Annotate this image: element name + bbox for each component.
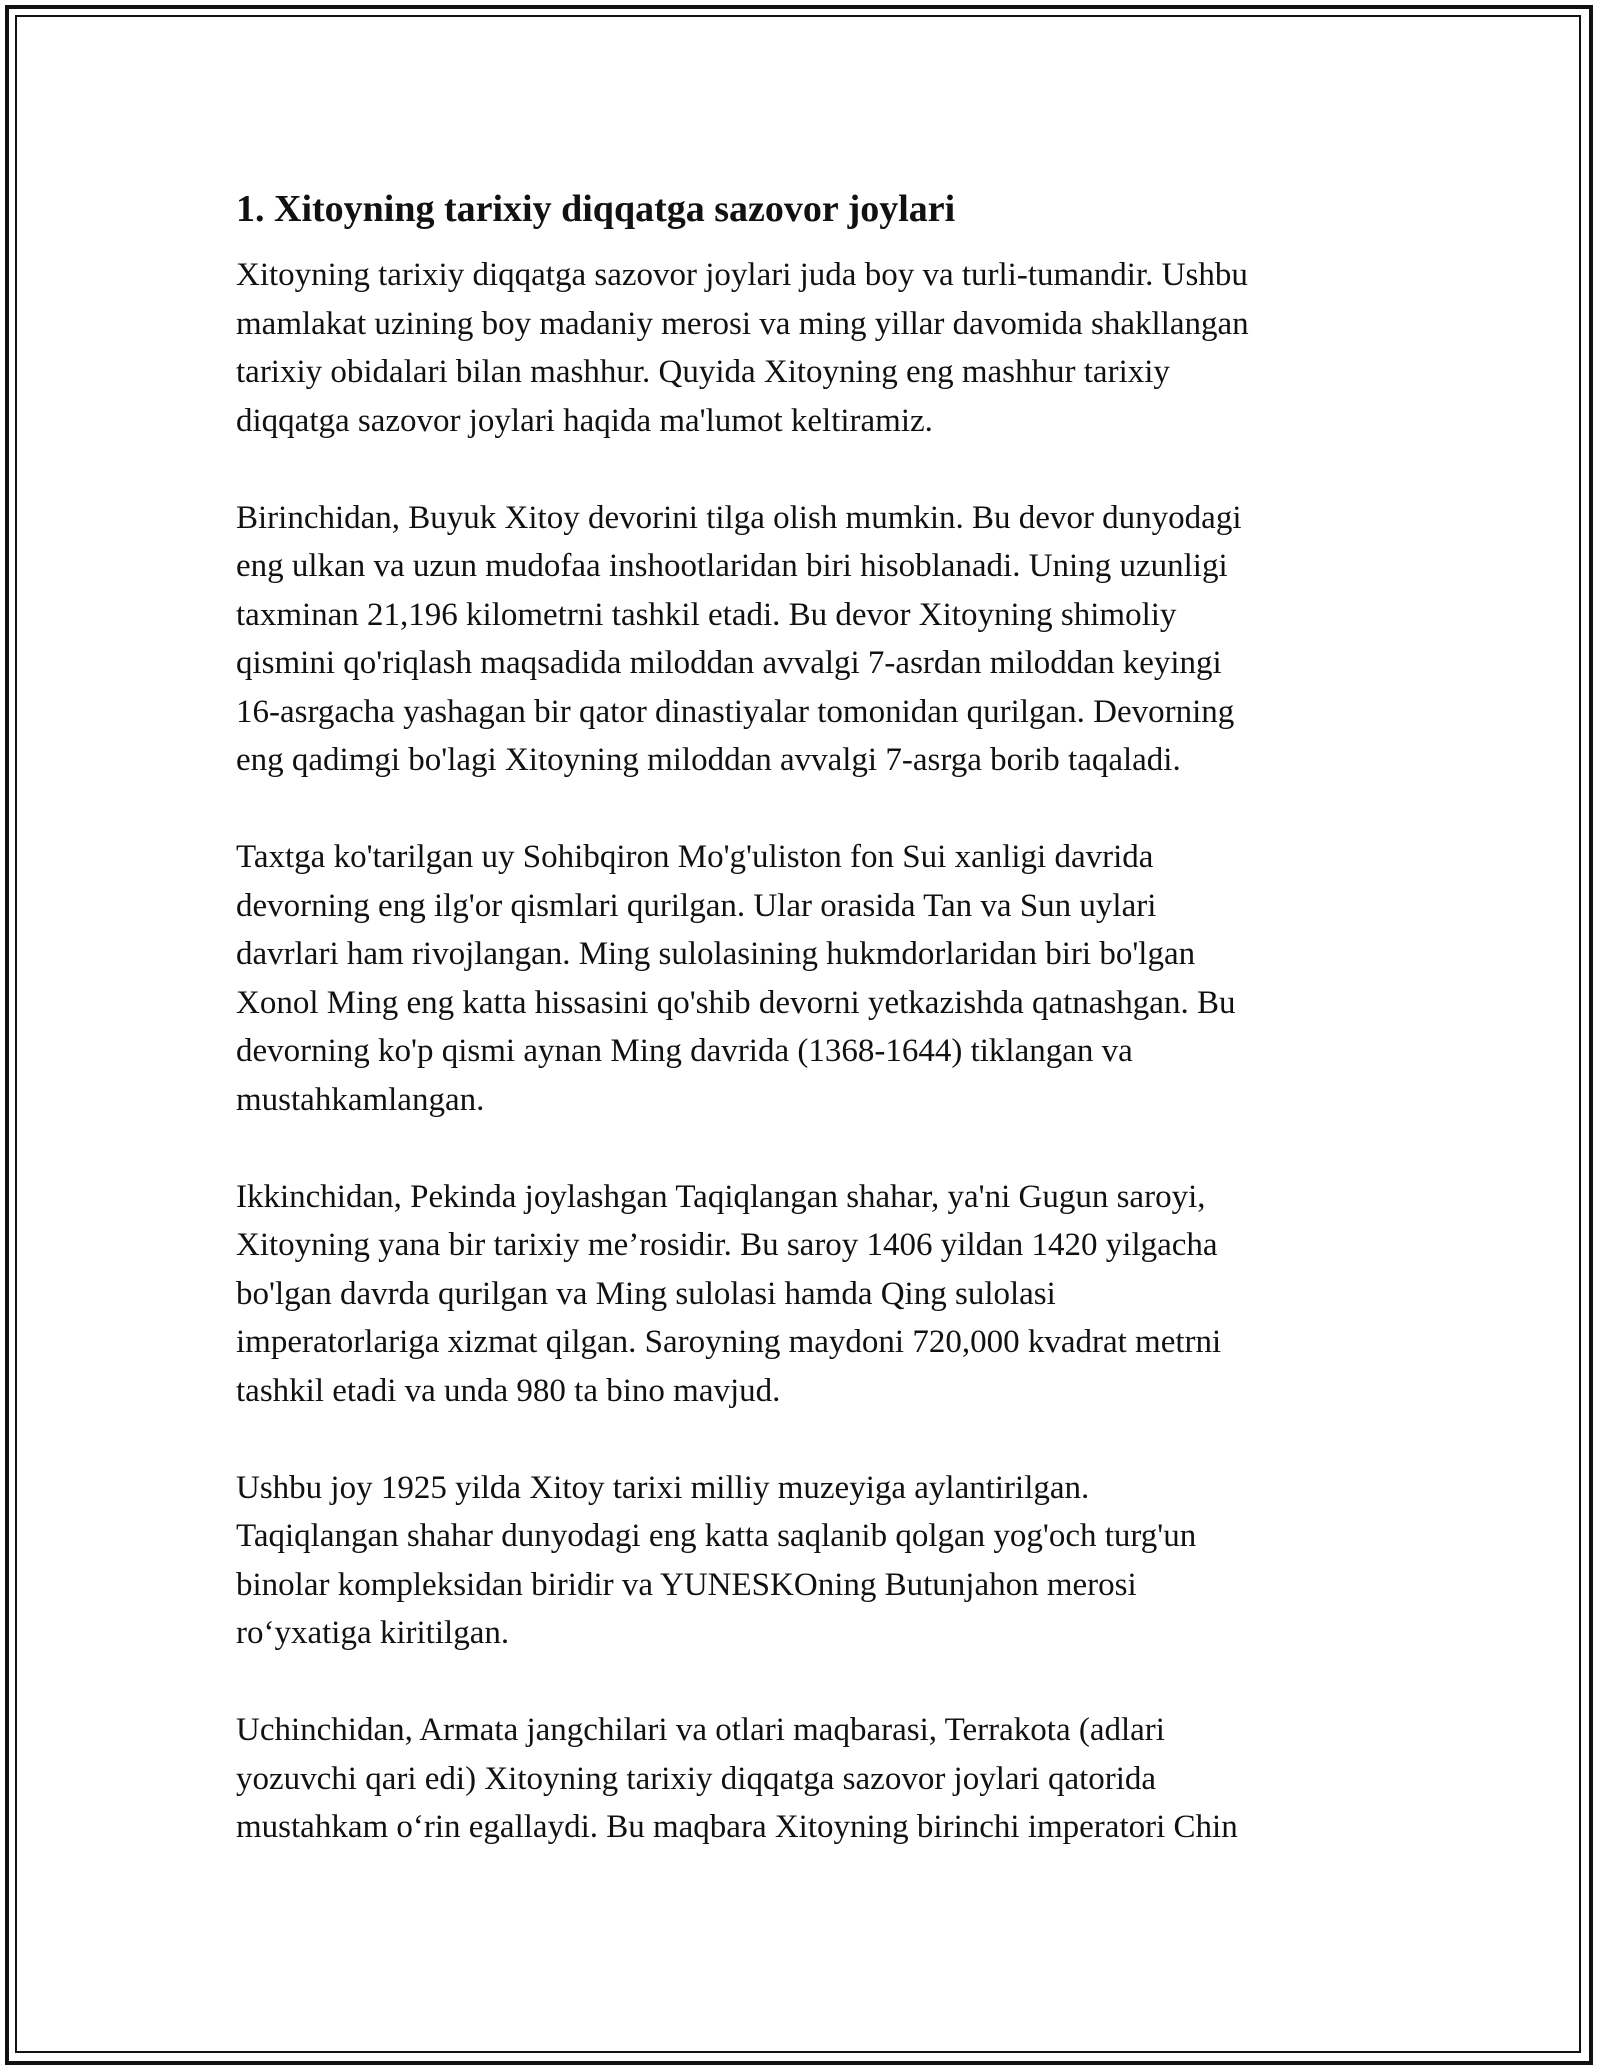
paragraph-museum: Ushbu joy 1925 yilda Xitoy tarixi milliy muzeyiga aylantirilgan. Taqiqlangan shahar dunyodagi eng katta saqlanib qolgan yog'och turg'un binolar kompleksidan biridir va YUNESKOning Butunjahon merosi ro‘yxatiga kiritilgan. (236, 1469, 1197, 1651)
paragraph-wall-dynasties: Taxtga ko'tarilgan uy Sohibqiron Mo'g'uliston fon Sui xanligi davrida devorning eng ilg'or qismlari qurilgan. Ular orasida Tan va Sun uylari davrlari ham rivojlangan. Ming sulolasining hukmdorlaridan biri bo'lgan Xonol Ming eng katta hissasini qo'shib devorni yetkazishda qatnashgan. Bu devorning ko'p qismi aynan Ming davrida (1368-1644) tiklangan va mustahkamlangan. (236, 839, 1236, 1118)
paragraph-terracotta: Uchinchidan, Armata jangchilari va otlari maqbarasi, Terrakota (adlari yozuvchi qari edi) Xitoyning tarixiy diqqatga sazovor joylari qatorida mustahkam o‘rin egallaydi. Bu maqbara Xitoyning birinchi imperatori Chin (236, 1712, 1238, 1845)
document-body (236, 185, 1376, 1900)
paragraph-intro: Xitoyning tarixiy diqqatga sazovor joylari juda boy va turli-tumandir. Ushbu mamlakat uzining boy madaniy merosi va ming yillar davomida shakllangan tarixiy obidalari bilan mashhur. Quyida Xitoyning eng mashhur tarixiy diqqatga sazovor joylari haqida ma'lumot keltiramiz. (236, 257, 1249, 439)
section-heading: 1. Xitoyning tarixiy diqqatga sazovor joylari (236, 188, 956, 230)
paragraph-great-wall: Birinchidan, Buyuk Xitoy devorini tilga olish mumkin. Bu devor dunyodagi eng ulkan va uzun mudofaa inshootlaridan biri hisoblanadi. Uning uzunligi taxminan 21,196 kilometrni tashkil etadi. Bu devor Xitoyning shimoliy qismini qo'riqlash maqsadida miloddan avvalgi 7-asrdan miloddan keyingi 16-asrgacha yashagan bir qator dinastiyalar tomonidan qurilgan. Devorning eng qadimgi bo'lagi Xitoyning miloddan avvalgi 7-asrga borib taqaladi. (236, 499, 1242, 778)
paragraph-forbidden-city: Ikkinchidan, Pekinda joylashgan Taqiqlangan shahar, ya'ni Gugun saroyi, Xitoyning yana bir tarixiy me’rosidir. Bu saroy 1406 yildan 1420 yilgacha bo'lgan davrda qurilgan va Ming sulolasi hamda Qing sulolasi imperatorlariga xizmat qilgan. Saroyning maydoni 720,000 kvadrat metrni tashkil etadi va unda 980 ta bino mavjud. (236, 1178, 1222, 1409)
